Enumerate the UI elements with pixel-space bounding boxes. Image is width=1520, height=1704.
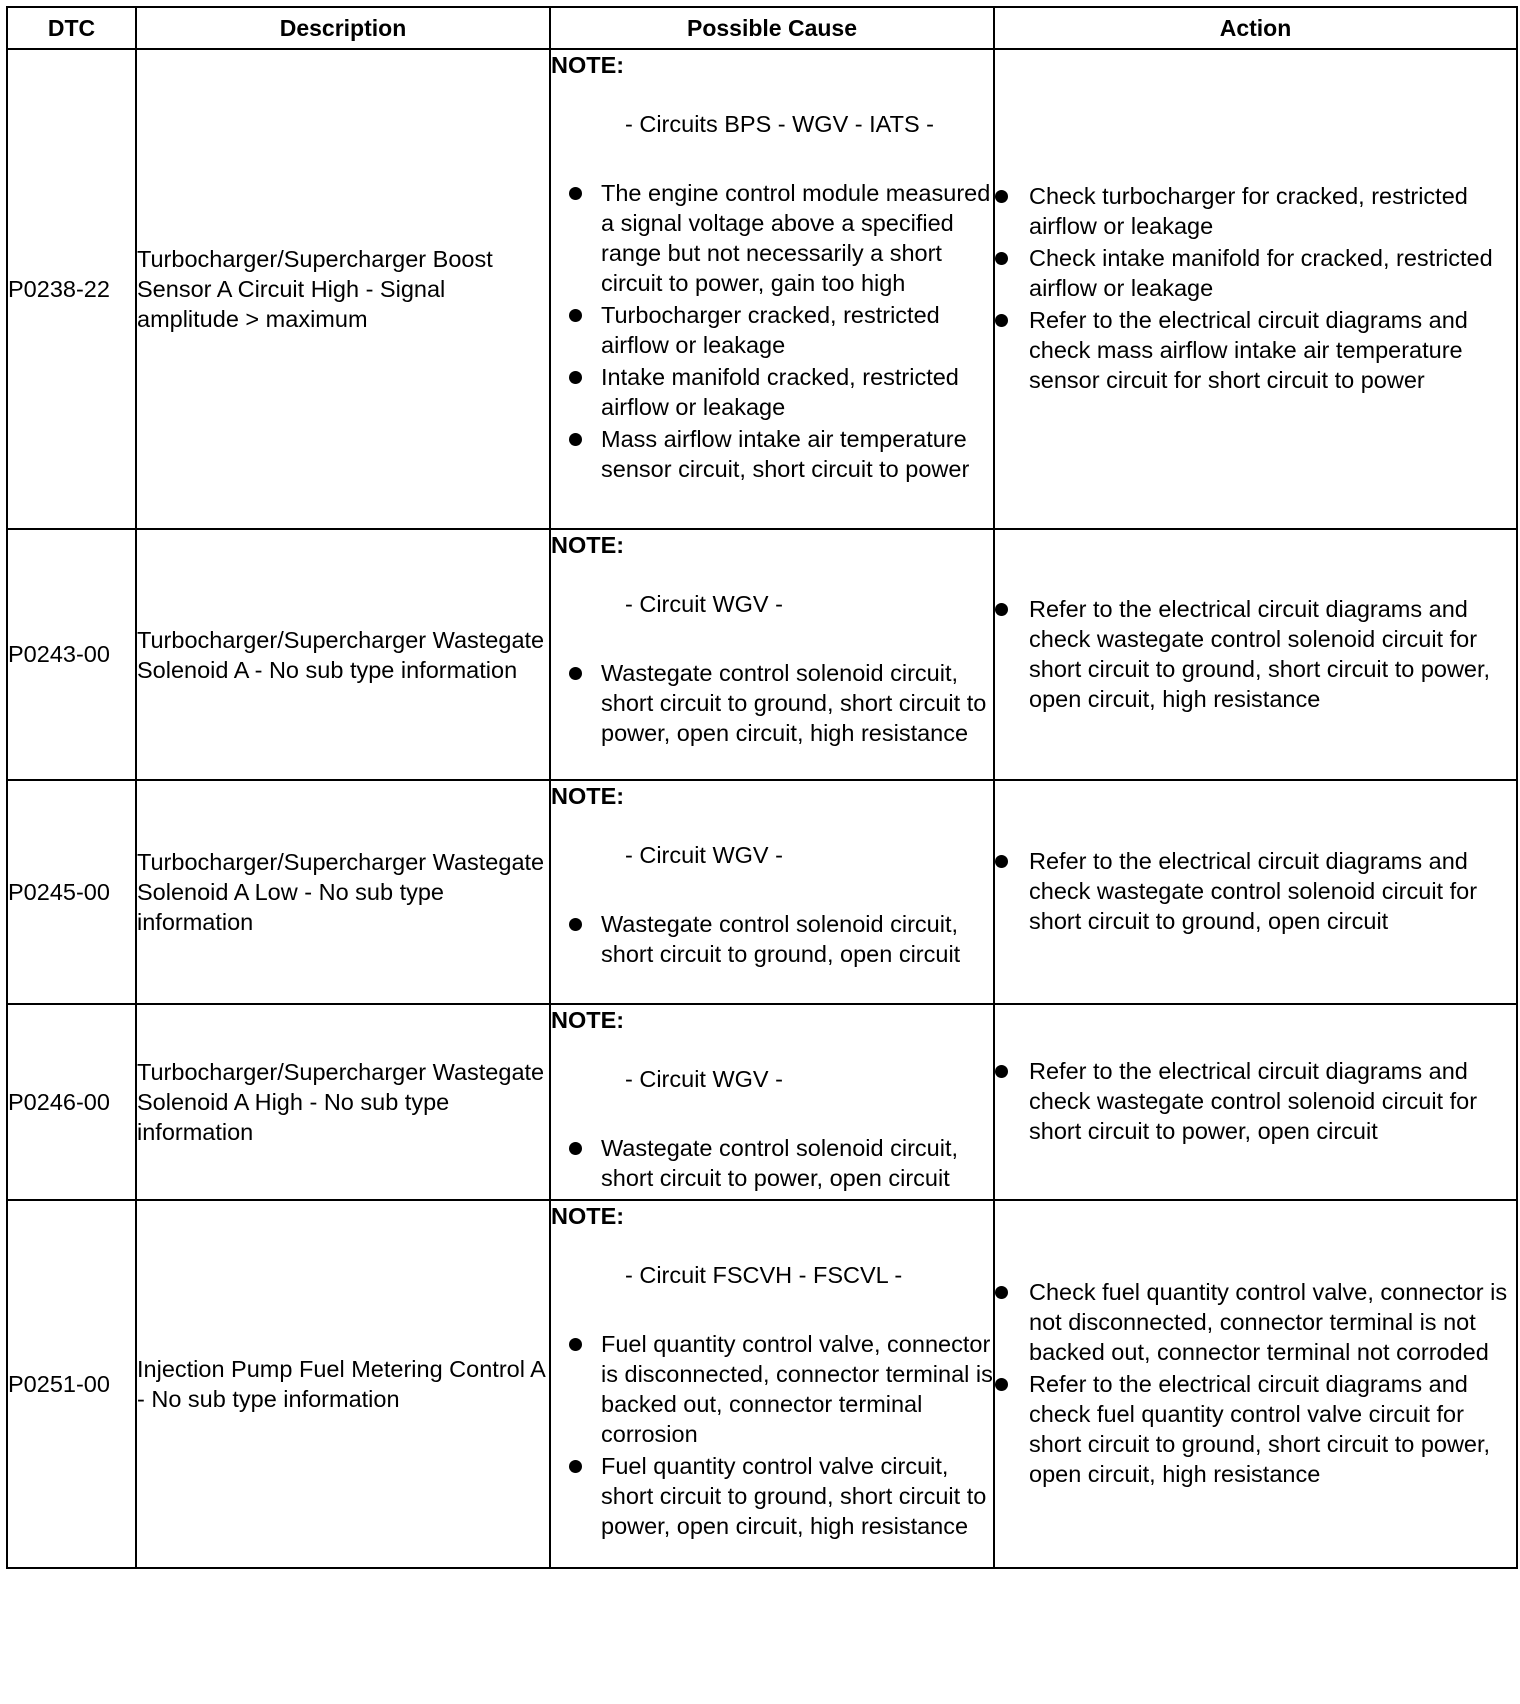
- note-label: NOTE:: [551, 783, 625, 809]
- action-cell: [994, 780, 1517, 1004]
- dtc-description: Turbocharger/Supercharger Boost Sensor A Circuit High - Signal amplitude > maximum: [136, 49, 550, 529]
- action-cell: [994, 1004, 1517, 1200]
- header-possible-cause: Possible Cause: [550, 7, 994, 49]
- action-item: [995, 1277, 1516, 1367]
- cause-item: [551, 362, 993, 422]
- header-description: Description: [136, 7, 550, 49]
- dtc-code: P0245-00: [7, 780, 136, 1004]
- circuit-list: - Circuit FSCVH - FSCVL -: [625, 1262, 903, 1288]
- note-label: NOTE:: [551, 52, 625, 78]
- action-item: [995, 243, 1516, 303]
- action-item: [995, 594, 1516, 714]
- action-item: [995, 1369, 1516, 1489]
- action-text: Check turbocharger for cracked, restricted airflow or leakage: [1029, 183, 1468, 239]
- action-cell: [994, 1200, 1517, 1568]
- possible-cause-cell: [550, 529, 994, 780]
- action-item: [995, 846, 1516, 936]
- cause-item: [551, 1451, 993, 1541]
- table-row: [7, 780, 1517, 1004]
- action-cell: [994, 49, 1517, 529]
- cause-item: [551, 909, 993, 969]
- action-text: Refer to the electrical circuit diagrams and check wastegate control solenoid circuit for short circuit to ground, open circuit: [1029, 848, 1478, 934]
- table-row: [7, 49, 1517, 529]
- header-row: [7, 7, 1517, 49]
- cause-text: Turbocharger cracked, restricted airflow or leakage: [601, 302, 940, 358]
- note-label: NOTE:: [551, 1007, 625, 1033]
- cause-list: [551, 909, 993, 969]
- dtc-description: Injection Pump Fuel Metering Control A - No sub type information: [136, 1200, 550, 1568]
- action-text: Refer to the electrical circuit diagrams and check wastegate control solenoid circuit for short circuit to power, open circuit: [1029, 1058, 1478, 1144]
- dtc-description: Turbocharger/Supercharger Wastegate Solenoid A - No sub type information: [136, 529, 550, 780]
- cause-text: Intake manifold cracked, restricted airflow or leakage: [601, 364, 959, 420]
- cause-text: Mass airflow intake air temperature sensor circuit, short circuit to power: [601, 426, 970, 482]
- dtc-code: P0238-22: [7, 49, 136, 529]
- action-text: Check fuel quantity control valve, connector is not disconnected, connector terminal is not backed out, connector terminal not corroded: [1029, 1279, 1508, 1365]
- dtc-description: Turbocharger/Supercharger Wastegate Solenoid A High - No sub type information: [136, 1004, 550, 1200]
- cause-text: Wastegate control solenoid circuit, short circuit to ground, open circuit: [601, 911, 961, 967]
- cause-text: Fuel quantity control valve circuit, short circuit to ground, short circuit to power, open circuit, high resistance: [601, 1453, 987, 1539]
- action-item: [995, 1056, 1516, 1146]
- table-row: [7, 529, 1517, 780]
- cause-list: [551, 1133, 993, 1193]
- header-dtc: DTC: [7, 7, 136, 49]
- cause-text: Wastegate control solenoid circuit, short circuit to power, open circuit: [601, 1135, 959, 1191]
- cause-item: [551, 1329, 993, 1449]
- cause-item: [551, 1133, 993, 1193]
- table-row: [7, 1200, 1517, 1568]
- action-item: [995, 181, 1516, 241]
- action-list: [995, 594, 1516, 714]
- cause-text: Fuel quantity control valve, connector is disconnected, connector terminal is backed out, connector terminal corrosion: [601, 1331, 993, 1447]
- dtc-code: P0246-00: [7, 1004, 136, 1200]
- note-label: NOTE:: [551, 1203, 625, 1229]
- cause-list: [551, 1329, 993, 1541]
- cause-item: [551, 424, 993, 484]
- action-list: [995, 181, 1516, 395]
- cause-item: [551, 300, 993, 360]
- action-text: Check intake manifold for cracked, restricted airflow or leakage: [1029, 245, 1493, 301]
- cause-list: [551, 178, 993, 484]
- cause-item: [551, 178, 993, 298]
- note-label: NOTE:: [551, 532, 625, 558]
- circuit-list: - Circuit WGV -: [625, 842, 783, 868]
- possible-cause-cell: [550, 1200, 994, 1568]
- cause-item: [551, 658, 993, 748]
- action-list: [995, 846, 1516, 936]
- cause-text: The engine control module measured a signal voltage above a specified range but not necessarily a short circuit to power, gain too high: [601, 180, 991, 296]
- table-body: [7, 49, 1517, 1568]
- dtc-code: P0243-00: [7, 529, 136, 780]
- action-list: [995, 1277, 1516, 1489]
- action-cell: [994, 529, 1517, 780]
- action-item: [995, 305, 1516, 395]
- dtc-table: [6, 6, 1518, 1569]
- cause-list: [551, 658, 993, 748]
- table-row: [7, 1004, 1517, 1200]
- dtc-code: P0251-00: [7, 1200, 136, 1568]
- cause-text: Wastegate control solenoid circuit, short circuit to ground, short circuit to power, open circuit, high resistance: [601, 660, 987, 746]
- header-action: Action: [994, 7, 1517, 49]
- possible-cause-cell: [550, 1004, 994, 1200]
- action-text: Refer to the electrical circuit diagrams and check wastegate control solenoid circuit for short circuit to ground, short circuit to power, open circuit, high resistance: [1029, 595, 1491, 712]
- possible-cause-cell: [550, 780, 994, 1004]
- possible-cause-cell: [550, 49, 994, 529]
- action-text: Refer to the electrical circuit diagrams and check fuel quantity control valve circuit for short circuit to ground, short circuit to power, open circuit, high resistance: [1029, 1371, 1491, 1487]
- dtc-description: Turbocharger/Supercharger Wastegate Solenoid A Low - No sub type information: [136, 780, 550, 1004]
- action-list: [995, 1056, 1516, 1146]
- circuit-list: - Circuit WGV -: [625, 1066, 783, 1092]
- circuit-list: - Circuit WGV -: [625, 591, 783, 617]
- action-text: Refer to the electrical circuit diagrams and check mass airflow intake air temperature sensor circuit for short circuit to power: [1029, 307, 1468, 393]
- circuit-list: - Circuits BPS - WGV - IATS -: [625, 111, 934, 137]
